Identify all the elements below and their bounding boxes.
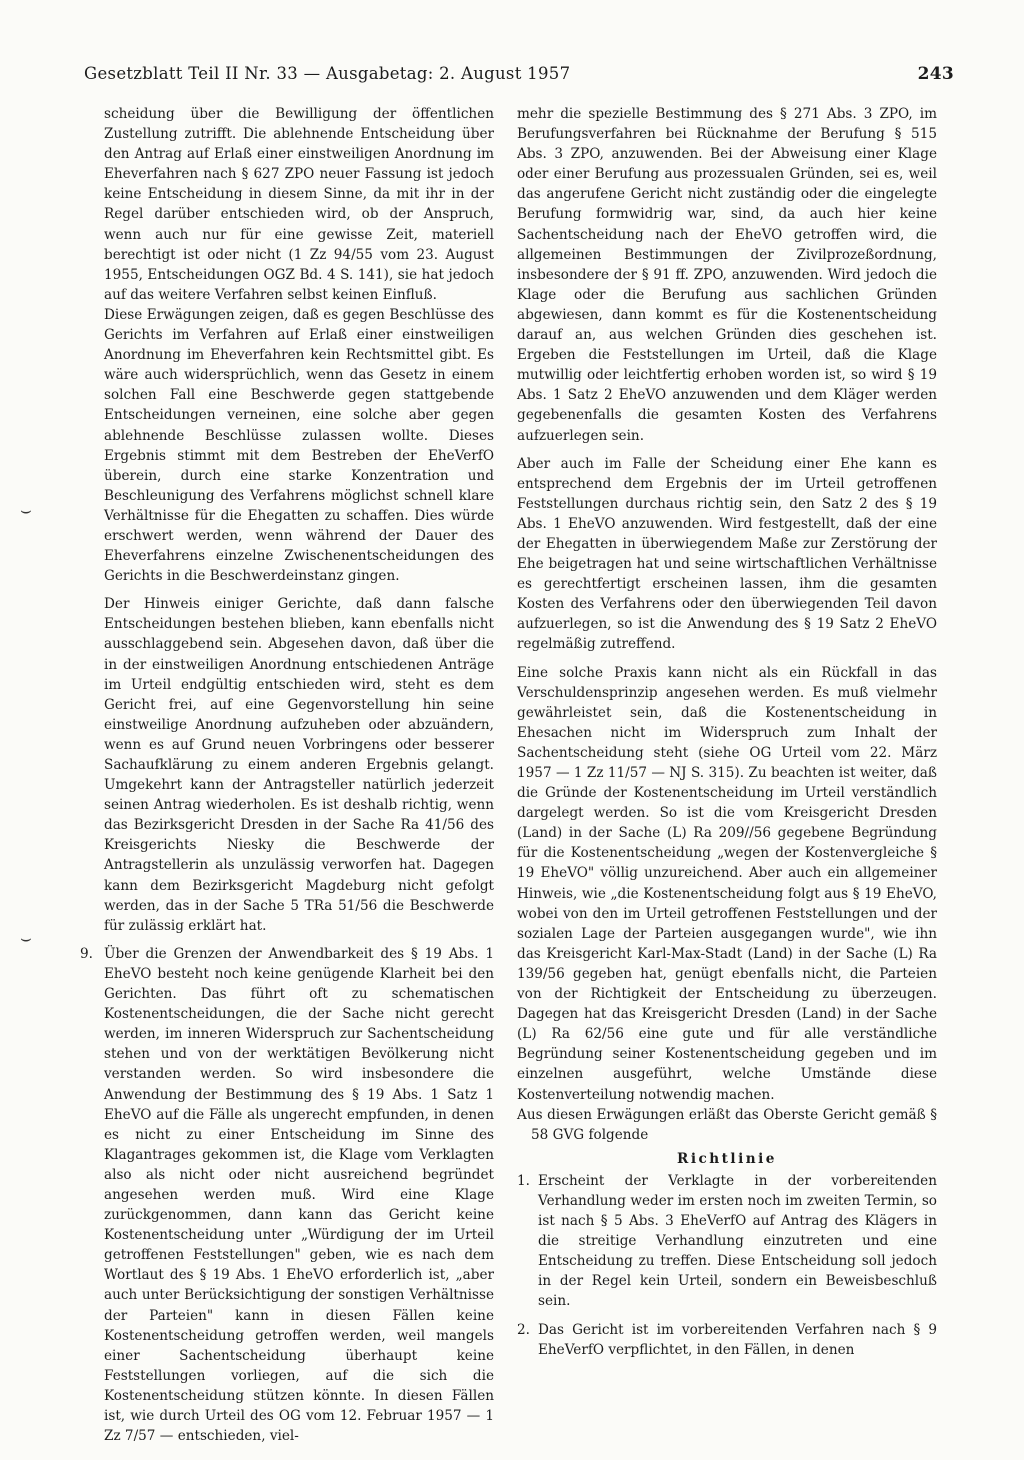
page-header xyxy=(84,64,954,92)
list-item-text: Über die Grenzen der Anwendbarkeit des § 19 Abs. 1 EheVO besteht noch keine genügende Klarheit bei den Gerichten. Das führt oft zu schematischen Kostenentscheidungen, die der Sache nicht gerecht werden, im inneren Widerspruch zur Sachentscheidung stehen und von der werktätigen Bevölkerung nicht verstanden werden. So wird insbesondere die Anwendung der Bestimmung des § 19 Abs. 1 Satz 1 EheVO auf die Fälle als ungerecht empfunden, in denen es nicht zu einer Entscheidung im Sinne des Klagantrages gekommen ist, die Klage vom Verklagten also als nicht oder nicht ausreichend begründet angesehen werden muß. Wird eine Klage zurückgenommen, dann kann das Gericht keine Kostenentscheidung unter „Würdigung der im Urteil getroffenen Feststellungen" geben, wie es nach dem Wortlaut des § 19 Abs. 1 EheVO erforderlich ist, „aber auch unter Berücksichtigung der sonstigen Verhältnisse der Parteien" kann in diesen Fällen keine Kostenentscheidung getroffen werden, weil mangels einer Sachentscheidung überhaupt keine Feststellungen vorliegen, auf die sich die Kostenentscheidung stützen könnte. In diesen Fällen ist, wie durch Urteil des OG vom 12. Februar 1957 — 1 Zz 7/57 — entschieden, viel- xyxy=(104,945,494,1445)
list-item-text: Erscheint der Verklagte in der vorbereitenden Verhandlung weder im ersten noch im zweiten Termin, so ist nach § 5 Abs. 3 EheVerfO auf Antrag des Klägers in die streitige Verhandlung einzutreten und eine Entscheidung zu treffen. Diese Entscheidung soll jedoch in der Regel kein Urteil, sondern ein Beweisbeschluß sein. xyxy=(538,1172,937,1310)
list-item-text: Das Gericht ist im vorbereitenden Verfahren nach § 9 EheVerfO verpflichtet, in den Fällen, in denen xyxy=(538,1321,937,1358)
directive-item-2 xyxy=(517,1320,937,1360)
paragraph: Diese Erwägungen zeigen, daß es gegen Beschlüsse des Gerichts im Verfahren auf Erlaß einer einstweiligen Anordnung im Eheverfahren kein Rechtsmittel gibt. Es wäre auch widersprüchlich, wenn das Gesetz in einem solchen Fall eine Beschwerde gegen stattgebende Entscheidungen verneinen, eine solche aber gegen ablehnende Beschlüsse zulassen wollte. Dieses Ergebnis stimmt mit dem Bestreben der EheVerfO überein, durch eine starke Konzentration und Beschleunigung des Verfahrens möglichst schnell klare Verhältnisse für die Ehegatten zu schaffen. Dies würde erschwert werden, wenn während der Dauer des Eheverfahrens einzelne Zwischenentscheidungen des Gerichts in die Beschwerdeinstanz gingen. xyxy=(104,306,494,585)
header-title: Gesetzblatt Teil II Nr. 33 — Ausgabetag: 2. August 1957 xyxy=(84,64,571,83)
list-item-9 xyxy=(80,944,494,1446)
paragraph: Aus diesen Erwägungen erläßt das Oberste Gericht gemäß § 58 GVG folgende xyxy=(517,1106,937,1143)
margin-mark: ⌣ xyxy=(20,500,32,521)
margin-mark: ⌣ xyxy=(20,928,32,949)
paragraph: Der Hinweis einiger Gerichte, daß dann falsche Entscheidungen bestehen blieben, kann ebenfalls nicht ausschlaggebend sein. Abgesehen davon, daß über die in der einstweiligen Anordnung entschiedenen Anträge im Urteil endgültig entschieden wird, steht es dem Gericht frei, auf eine Gegenvorstellung hin seine einstweilige Anordnung aufzuheben oder abzuändern, wenn es auf Grund neuen Vorbringens oder besserer Sachaufklärung zu einem anderen Ergebnis gelangt. Umgekehrt kann der Antragsteller natürlich jederzeit seinen Antrag wiederholen. Es ist deshalb richtig, wenn das Bezirksgericht Dresden in der Sache Ra 41/56 des Kreisgerichts Niesky die Beschwerde der Antragstellerin als unzulässig verworfen hat. Dagegen kann dem Bezirksgericht Magdeburg nicht gefolgt werden, das in der Sache 5 TRa 51/56 die Beschwerde für zulässig erklärt hat. xyxy=(104,596,494,934)
paragraph: Aber auch im Falle der Scheidung einer Ehe kann es entsprechend dem Ergebnis der im Urteil getroffenen Feststellungen durchaus richtig sein, den Satz 2 des § 19 Abs. 1 EheVO anzuwenden. Wird festgestellt, daß der eine der Ehegatten in überwiegendem Maße zur Zerstörung der Ehe beigetragen hat und seine wirtschaftlichen Verhältnisse es gerechtfertigt erscheinen lassen, ihm die gesamten Kosten des Verfahrens oder den überwiegenden Teil davon aufzuerlegen, so ist die Anwendung des § 19 Satz 2 EheVO regelmäßig zutreffend. xyxy=(517,455,937,653)
list-item-number: 1. xyxy=(517,1172,530,1189)
list-item-number: 9. xyxy=(80,945,93,962)
paragraph: mehr die spezielle Bestimmung des § 271 Abs. 3 ZPO, im Berufungsverfahren bei Rücknahme der Berufung § 515 Abs. 3 ZPO, anzuwenden. Bei der Abweisung einer Klage oder einer Berufung aus prozessualen Gründen, sei es, weil das angerufene Gericht nicht zuständig oder die eingelegte Berufung formwidrig war, sind, da auch hier keine Sachentscheidung nach der EheVO getroffen wird, die allgemeinen Bestimmungen der Zivilprozeßordnung, insbesondere der § 91 ff. ZPO, anzuwenden. Wird jedoch die Klage oder die Berufung aus sachlichen Gründen abgewiesen, dann kommt es für die Kostenentscheidung darauf an, aus welchen Gründen dies geschehen ist. Ergeben die Feststellungen im Urteil, daß die Klage mutwillig oder leichtfertig erhoben worden ist, so wird § 19 Abs. 1 Satz 2 EheVO anzuwenden und dem Kläger werden gegebenenfalls die gesamten Kosten des Verfahrens aufzuerlegen sein. xyxy=(517,106,937,444)
paragraph: Eine solche Praxis kann nicht als ein Rückfall in das Verschuldensprinzip angesehen werden. Es muß vielmehr gewährleistet sein, daß die Kostenentscheidung in Ehesachen nicht im Widerspruch zum Inhalt der Sachentscheidung steht (siehe OG Urteil vom 22. März 1957 — 1 Zz 11/57 — NJ S. 315). Zu beachten ist weiter, daß die Gründe der Kostenentscheidung im Urteil verständlich dargelegt werden. So ist die vom Kreisgericht Dresden (Land) in der Sache (L) Ra 209//56 gegebene Begründung für die Kostenentscheidung „wegen der Kostenvergleiche § 19 EheVO" völlig unzureichend. Aber auch ein allgemeiner Hinweis, wie „die Kostenentscheidung folgt aus § 19 EheVO, wobei von den im Urteil getroffenen Feststellungen und der sozialen Lage der Parteien ausgegangen wurde", wie ihn das Kreisgericht Karl-Max-Stadt (Land) in der Sache (L) Ra 139/56 gegeben hat, genügt ebenfalls nicht, die Parteien von der Richtigkeit der Entscheidung zu überzeugen. Dagegen hat das Kreisgericht Dresden (Land) in der Sache (L) Ra 62/56 eine gute und für alle verständliche Begründung seiner Kostenentscheidung gegeben und im einzelnen ausgeführt, welche Umstände diese Kostenverteilung notwendig machen. xyxy=(517,664,937,1103)
list-item-number: 2. xyxy=(517,1321,530,1338)
section-heading: Richtlinie xyxy=(677,1150,777,1167)
page-number: 243 xyxy=(917,64,954,84)
left-column xyxy=(80,104,494,1446)
right-column xyxy=(517,104,937,1360)
paragraph: scheidung über die Bewilligung der öffentlichen Zustellung zutrifft. Die ablehnende Entscheidung über den Antrag auf Erlaß einer einstweiligen Anordnung im Eheverfahren nach § 627 ZPO neuer Fassung ist jedoch keine Entscheidung in diesem Sinne, da mit ihr in der Regel darüber entschieden wird, ob der Anspruch, wenn auch nur für eine gewisse Zeit, materiell berechtigt ist oder nicht (1 Zz 94/55 vom 23. August 1955, Entscheidungen OGZ Bd. 4 S. 141), sie hat jedoch auf das weitere Verfahren selbst keinen Einfluß. xyxy=(104,106,494,303)
directive-item-1 xyxy=(517,1171,937,1312)
